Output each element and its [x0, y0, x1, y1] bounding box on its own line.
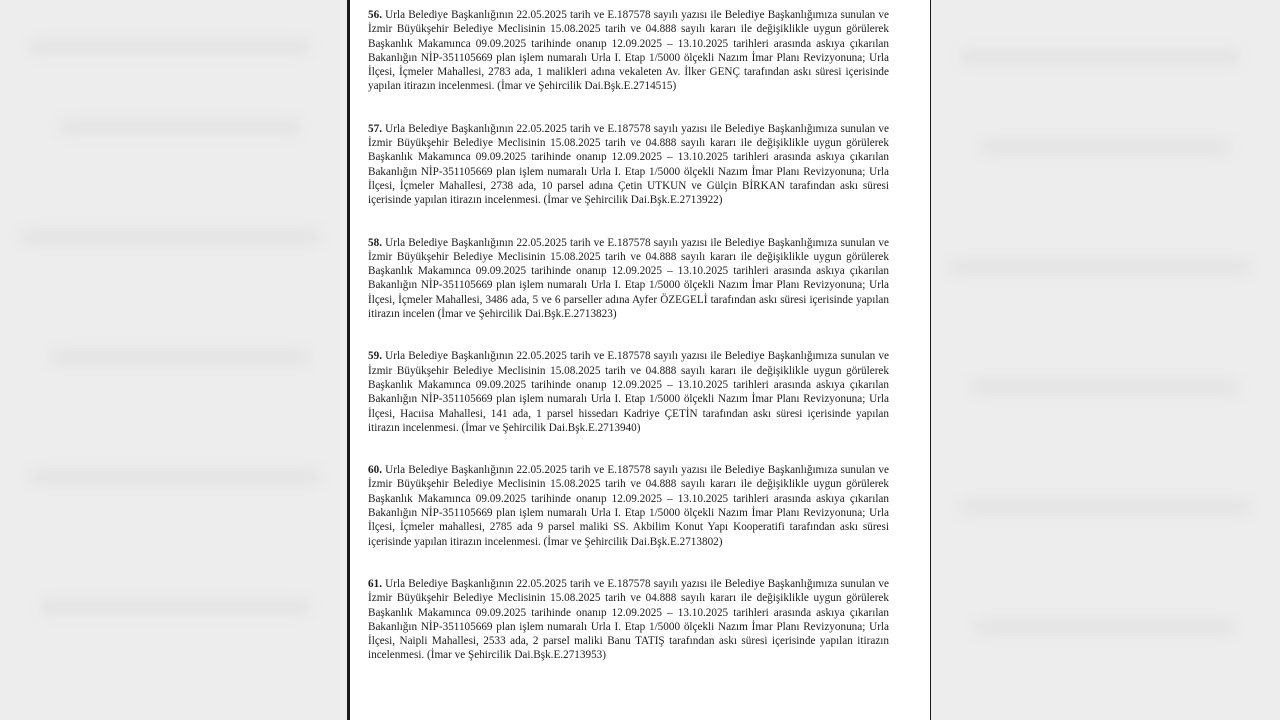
- item-number: 58.: [368, 236, 382, 249]
- item-text: Urla Belediye Başkanlığının 22.05.2025 tarih ve E.187578 sayılı yazısı ile Belediye Başkanlığımıza sunulan ve İzmir Büyükşehir Belediye Meclisinin 15.08.2025 tarih ve 04.888 sayılı kararı ile değişiklikle uygun görülerek Başkanlık Makamınca 09.09.2025 tarihinde onanıp 12.09.2025 – 13.10.2025 tarihleri arasında askıya çıkarılan Bakanlığın NİP-351105669 plan işlem numaralı Urla I. Etap 1/5000 ölçekli Nazım İmar Planı Revizyonuna; Urla İlçesi, Hacıisa Mahallesi, 141 ada, 1 parsel hissedarı Kadriye ÇETİN tarafından askı süresi içerisinde yapılan itirazın incelenmesi. (İmar ve Şehircilik Dai.Bşk.E.2713940): [368, 350, 889, 434]
- item-text: Urla Belediye Başkanlığının 22.05.2025 tarih ve E.187578 sayılı yazısı ile Belediye Başkanlığımıza sunulan ve İzmir Büyükşehir Belediye Meclisinin 15.08.2025 tarih ve 04.888 sayılı kararı ile değişiklikle uygun görülerek Başkanlık Makamınca 09.09.2025 tarihinde onanıp 12.09.2025 – 13.10.2025 tarihleri arasında askıya çıkarılan Bakanlığın NİP-351105669 plan işlem numaralı Urla I. Etap 1/5000 ölçekli Nazım İmar Planı Revizyonuna; Urla İlçesi, İçmeler Mahallesi, 3486 ada, 5 ve 6 parseller adına Ayfer ÖZEGELİ tarafından askı süresi içerisinde yapılan itirazın incelen (İmar ve Şehircilik Dai.Bşk.E.2713823): [368, 236, 889, 321]
- agenda-item-56: [368, 8, 889, 94]
- item-text: Urla Belediye Başkanlığının 22.05.2025 tarih ve E.187578 sayılı yazısı ile Belediye Başkanlığımıza sunulan ve İzmir Büyükşehir Belediye Meclisinin 15.08.2025 tarih ve 04.888 sayılı kararı ile değişiklikle uygun görülerek Başkanlık Makamınca 09.09.2025 tarihinde onanıp 12.09.2025 – 13.10.2025 tarihleri arasında askıya çıkarılan Bakanlığın NİP-351105669 plan işlem numaralı Urla I. Etap 1/5000 ölçekli Nazım İmar Planı Revizyonuna; Urla İlçesi, İçmeler Mahallesi, 2783 ada, 1 malikleri adına vekaleten Av. İlker GENÇ tarafından askı süresi içerisinde yapılan itirazın incelenmesi. (İmar ve Şehircilik Dai.Bşk.E.2714515): [368, 9, 889, 93]
- agenda-item-57: [368, 122, 889, 208]
- item-number: 60.: [368, 464, 382, 477]
- document-content: [368, 8, 889, 691]
- agenda-item-59: [368, 349, 889, 435]
- document-page: [350, 0, 930, 720]
- item-text: Urla Belediye Başkanlığının 22.05.2025 tarih ve E.187578 sayılı yazısı ile Belediye Başkanlığımıza sunulan ve İzmir Büyükşehir Belediye Meclisinin 15.08.2025 tarih ve 04.888 sayılı kararı ile değişiklikle uygun görülerek Başkanlık Makamınca 09.09.2025 tarihinde onanıp 12.09.2025 – 13.10.2025 tarihleri arasında askıya çıkarılan Bakanlığın NİP-351105669 plan işlem numaralı Urla I. Etap 1/5000 ölçekli Nazım İmar Planı Revizyonuna; Urla İlçesi, İçmeler Mahallesi, 2738 ada, 10 parsel adına Çetin UTKUN ve Gülçin BİRKAN tarafından askı süresi içerisinde yapılan itirazın incelenmesi. (İmar ve Şehircilik Dai.Bşk.E.2713922): [368, 122, 889, 207]
- item-number: 61.: [368, 577, 382, 590]
- agenda-item-60: [368, 463, 889, 549]
- item-number: 59.: [368, 350, 382, 363]
- agenda-item-61: [368, 577, 889, 663]
- item-number: 56.: [368, 9, 382, 21]
- item-number: 57.: [368, 122, 382, 135]
- agenda-item-58: [368, 236, 889, 322]
- item-text: Urla Belediye Başkanlığının 22.05.2025 tarih ve E.187578 sayılı yazısı ile Belediye Başkanlığımıza sunulan ve İzmir Büyükşehir Belediye Meclisinin 15.08.2025 tarih ve 04.888 sayılı kararı ile değişiklikle uygun görülerek Başkanlık Makamınca 09.09.2025 tarihinde onanıp 12.09.2025 – 13.10.2025 tarihleri arasında askıya çıkarılan Bakanlığın NİP-351105669 plan işlem numaralı Urla I. Etap 1/5000 ölçekli Nazım İmar Planı Revizyonuna; Urla İlçesi, Naipli Mahallesi, 2533 ada, 2 parsel maliki Banu TATIŞ tarafından askı süresi içerisinde yapılan itirazın incelenmesi. (İmar ve Şehircilik Dai.Bşk.E.2713953): [368, 577, 889, 662]
- item-text: Urla Belediye Başkanlığının 22.05.2025 tarih ve E.187578 sayılı yazısı ile Belediye Başkanlığımıza sunulan ve İzmir Büyükşehir Belediye Meclisinin 15.08.2025 tarih ve 04.888 sayılı kararı ile değişiklikle uygun görülerek Başkanlık Makamınca 09.09.2025 tarihinde onanıp 12.09.2025 – 13.10.2025 tarihleri arasında askıya çıkarılan Bakanlığın NİP-351105669 plan işlem numaralı Urla I. Etap 1/5000 ölçekli Nazım İmar Planı Revizyonuna; Urla İlçesi, İçmeler mahallesi, 2785 ada 9 parsel maliki SS. Akbilim Konut Yapı Kooperatifi tarafından askı süresi içerisinde yapılan itirazın incelenmesi. (İmar ve Şehircilik Dai.Bşk.E.2713802): [368, 464, 889, 548]
